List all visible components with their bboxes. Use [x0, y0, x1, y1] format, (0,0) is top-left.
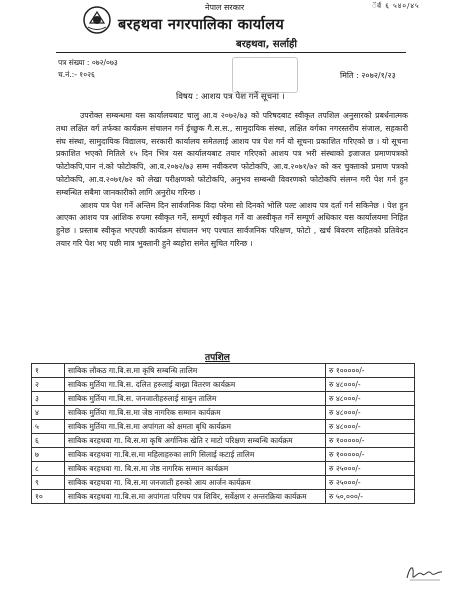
program-name: साबिक बरहथवा गा. बि.स.मा जनजाती हरुको आय आर्जन कार्यक्रम	[65, 476, 326, 490]
program-name: साबिक मुर्तिया गा.बि.स.मा जेष्ठ नागरिक सम्मान कार्यक्रम	[65, 406, 326, 420]
program-name: साबिक बरहथवा गा. बि.स.मा कृषि अर्गानिक खेति र माटो परिक्षण सम्बन्धि कार्यक्रम	[65, 434, 326, 448]
letter-date: मिति : २०७२/१/२३	[340, 71, 396, 80]
table-title: तपशिल	[205, 353, 230, 363]
program-name: साबिक मुर्तिया गा.बि.स.मा अपांगता को क्षमता बृधि कार्यक्रम	[65, 420, 326, 434]
row-number: ४	[32, 406, 65, 420]
signature-image	[404, 560, 446, 586]
program-amount: रु ४८०००/-	[326, 406, 415, 420]
program-amount: रु २५०००/-	[326, 476, 415, 490]
letter-number: पत्र संख्या : ०७२/०७३	[58, 58, 118, 67]
table-row	[32, 434, 415, 448]
corner-mark: ॅर्व ६ ५४०/४५	[372, 2, 420, 10]
row-number: १	[32, 364, 65, 378]
program-name: साबिक बरहथवा गा. बि.स.मा जेष्ठ नागरिक सम्मान कार्यक्रम	[65, 462, 326, 476]
row-number: २	[32, 378, 65, 392]
program-name: साबिक मुर्तिया गा.बि.स. जनजातीहरुलाई साबुन तालिम	[65, 392, 326, 406]
row-number: १०	[32, 490, 65, 504]
table-row	[32, 392, 415, 406]
row-number: ९	[32, 476, 65, 490]
program-amount: रु १०००००/-	[326, 364, 415, 378]
row-number: ५	[32, 420, 65, 434]
program-table	[31, 363, 415, 504]
body-paragraph: उपरोक्त सम्बन्धमा यस कार्यालयबाट चालु आ.व २०७२/७३ को परिषदबाट स्वीकृत तपशिल अनुसारको प्रबर्धनात्मक तथा लक्षित वर्ग तर्फका कार्यक्रम संचालन गर्न ईच्छुक गै.स.स., सामुदायिक संस्था, लक्षित वर्गका नगरस्तरीय संजाल, सहकारी संघ संस्था, सामुदायिक विद्यालय, सरकारी कार्यालय समेतलाई आशय पत्र पेश गर्न यो सूचना प्रकाशित गरिएको छ । यो सूचना प्रकाशित भएको मितिले १५ दिन भित्र यस कार्यालयबाट तयार गरिएको आशय पत्र भरी संस्थाको इजाजत प्रमाणपत्रको फोटोकपि,पान नं.को फोटोकपि, आ.व.२०७२/७३ सम्म नवीकरण फोटोकपि, आ.व.२०७१/७२ को कर चुक्ताको प्रमाण पत्रको फोटोकपि, आ.व.२०७१/७२ को लेखा परीक्षणको फोटोकपि, अनुभव सम्बन्धी विवरणको फोटोकपि संलग्न गरी पेश गर्न हुन सम्बन्धित सबैमा जानकारीको लागि अनुरोध गरिन्छ ।	[56, 111, 408, 197]
program-amount: रु १०००००/-	[326, 448, 415, 462]
program-name: साबिक बरहथवा गा.बि.स.मा महिलाहरुका लागि सिलाई कटाई तालिम	[65, 448, 326, 462]
program-amount: रु ५०,०००/-	[326, 490, 415, 504]
program-name: साबिक मुर्तिया गा.बि.स. दलित हरुलाई बाख्रा वितरण कार्यक्रम	[65, 378, 326, 392]
table-row	[32, 490, 415, 504]
program-amount: रु २५०००/-	[326, 462, 415, 476]
government-emblem-icon	[82, 5, 112, 35]
table-row	[32, 406, 415, 420]
program-amount: रु ४८०००/-	[326, 378, 415, 392]
program-name: साबिक बरहथवा गा.बि.स.मा अपांगता परिचय पत्र शिविर, सर्वेक्षण र अन्तरक्रिया कार्यक्रम	[65, 490, 326, 504]
program-name: साबिक लौकठ गा.बि.स.मा कृषि सम्बन्धि तालिम	[65, 364, 326, 378]
row-number: ३	[32, 392, 65, 406]
office-name: बरहथवा नगरपालिका कार्यालय	[118, 17, 285, 33]
table-row	[32, 364, 415, 378]
subject-line: विषय : आशय पत्र पेश गर्ने सूचना ।	[176, 92, 285, 102]
government-line: नेपाल सरकार	[205, 3, 245, 12]
row-number: ७	[32, 448, 65, 462]
table-row	[32, 462, 415, 476]
program-amount: रु ४८०००/-	[326, 420, 415, 434]
row-number: ६	[32, 434, 65, 448]
body-paragraph: आशय पत्र पेश गर्ने अन्तिम दिन सार्वजनिक विदा परेमा सो दिनको भोलि पल्ट आशय पत्र दर्ता गर्न सकिनेछ । पेश हुन आएका आशय पत्र आंशिक रुपमा स्वीकृत गर्ने, सम्पूर्ण स्वीकृत गर्ने वा अस्वीकृत गर्ने सम्पूर्ण अधिकार यस कार्यालयमा निहित हुनेछ । प्रस्ताब स्वीकृत भएपछी कार्यक्रम संचालन भए पश्चात सार्वजनिक परिक्षण, फोटो , खर्च बिवरण सहितको प्रतिवेदन तयार गरि पेश भए पछी मात्र भुक्तानी हुने ब्यहोरा समेत सुचित गरिन्छ ।	[56, 200, 408, 248]
program-amount: रु १०००००/-	[326, 434, 415, 448]
table-row	[32, 420, 415, 434]
office-location: बरहथवा, सर्लाही	[236, 39, 297, 50]
program-amount: रु ४८०००/-	[326, 392, 415, 406]
table-row	[32, 448, 415, 462]
office-stamp	[232, 57, 298, 93]
header-divider	[56, 52, 406, 53]
dispatch-number: च.नं.:- १०२६	[58, 70, 95, 79]
table-row	[32, 378, 415, 392]
row-number: ८	[32, 462, 65, 476]
table-row	[32, 476, 415, 490]
notice-body	[56, 110, 408, 251]
